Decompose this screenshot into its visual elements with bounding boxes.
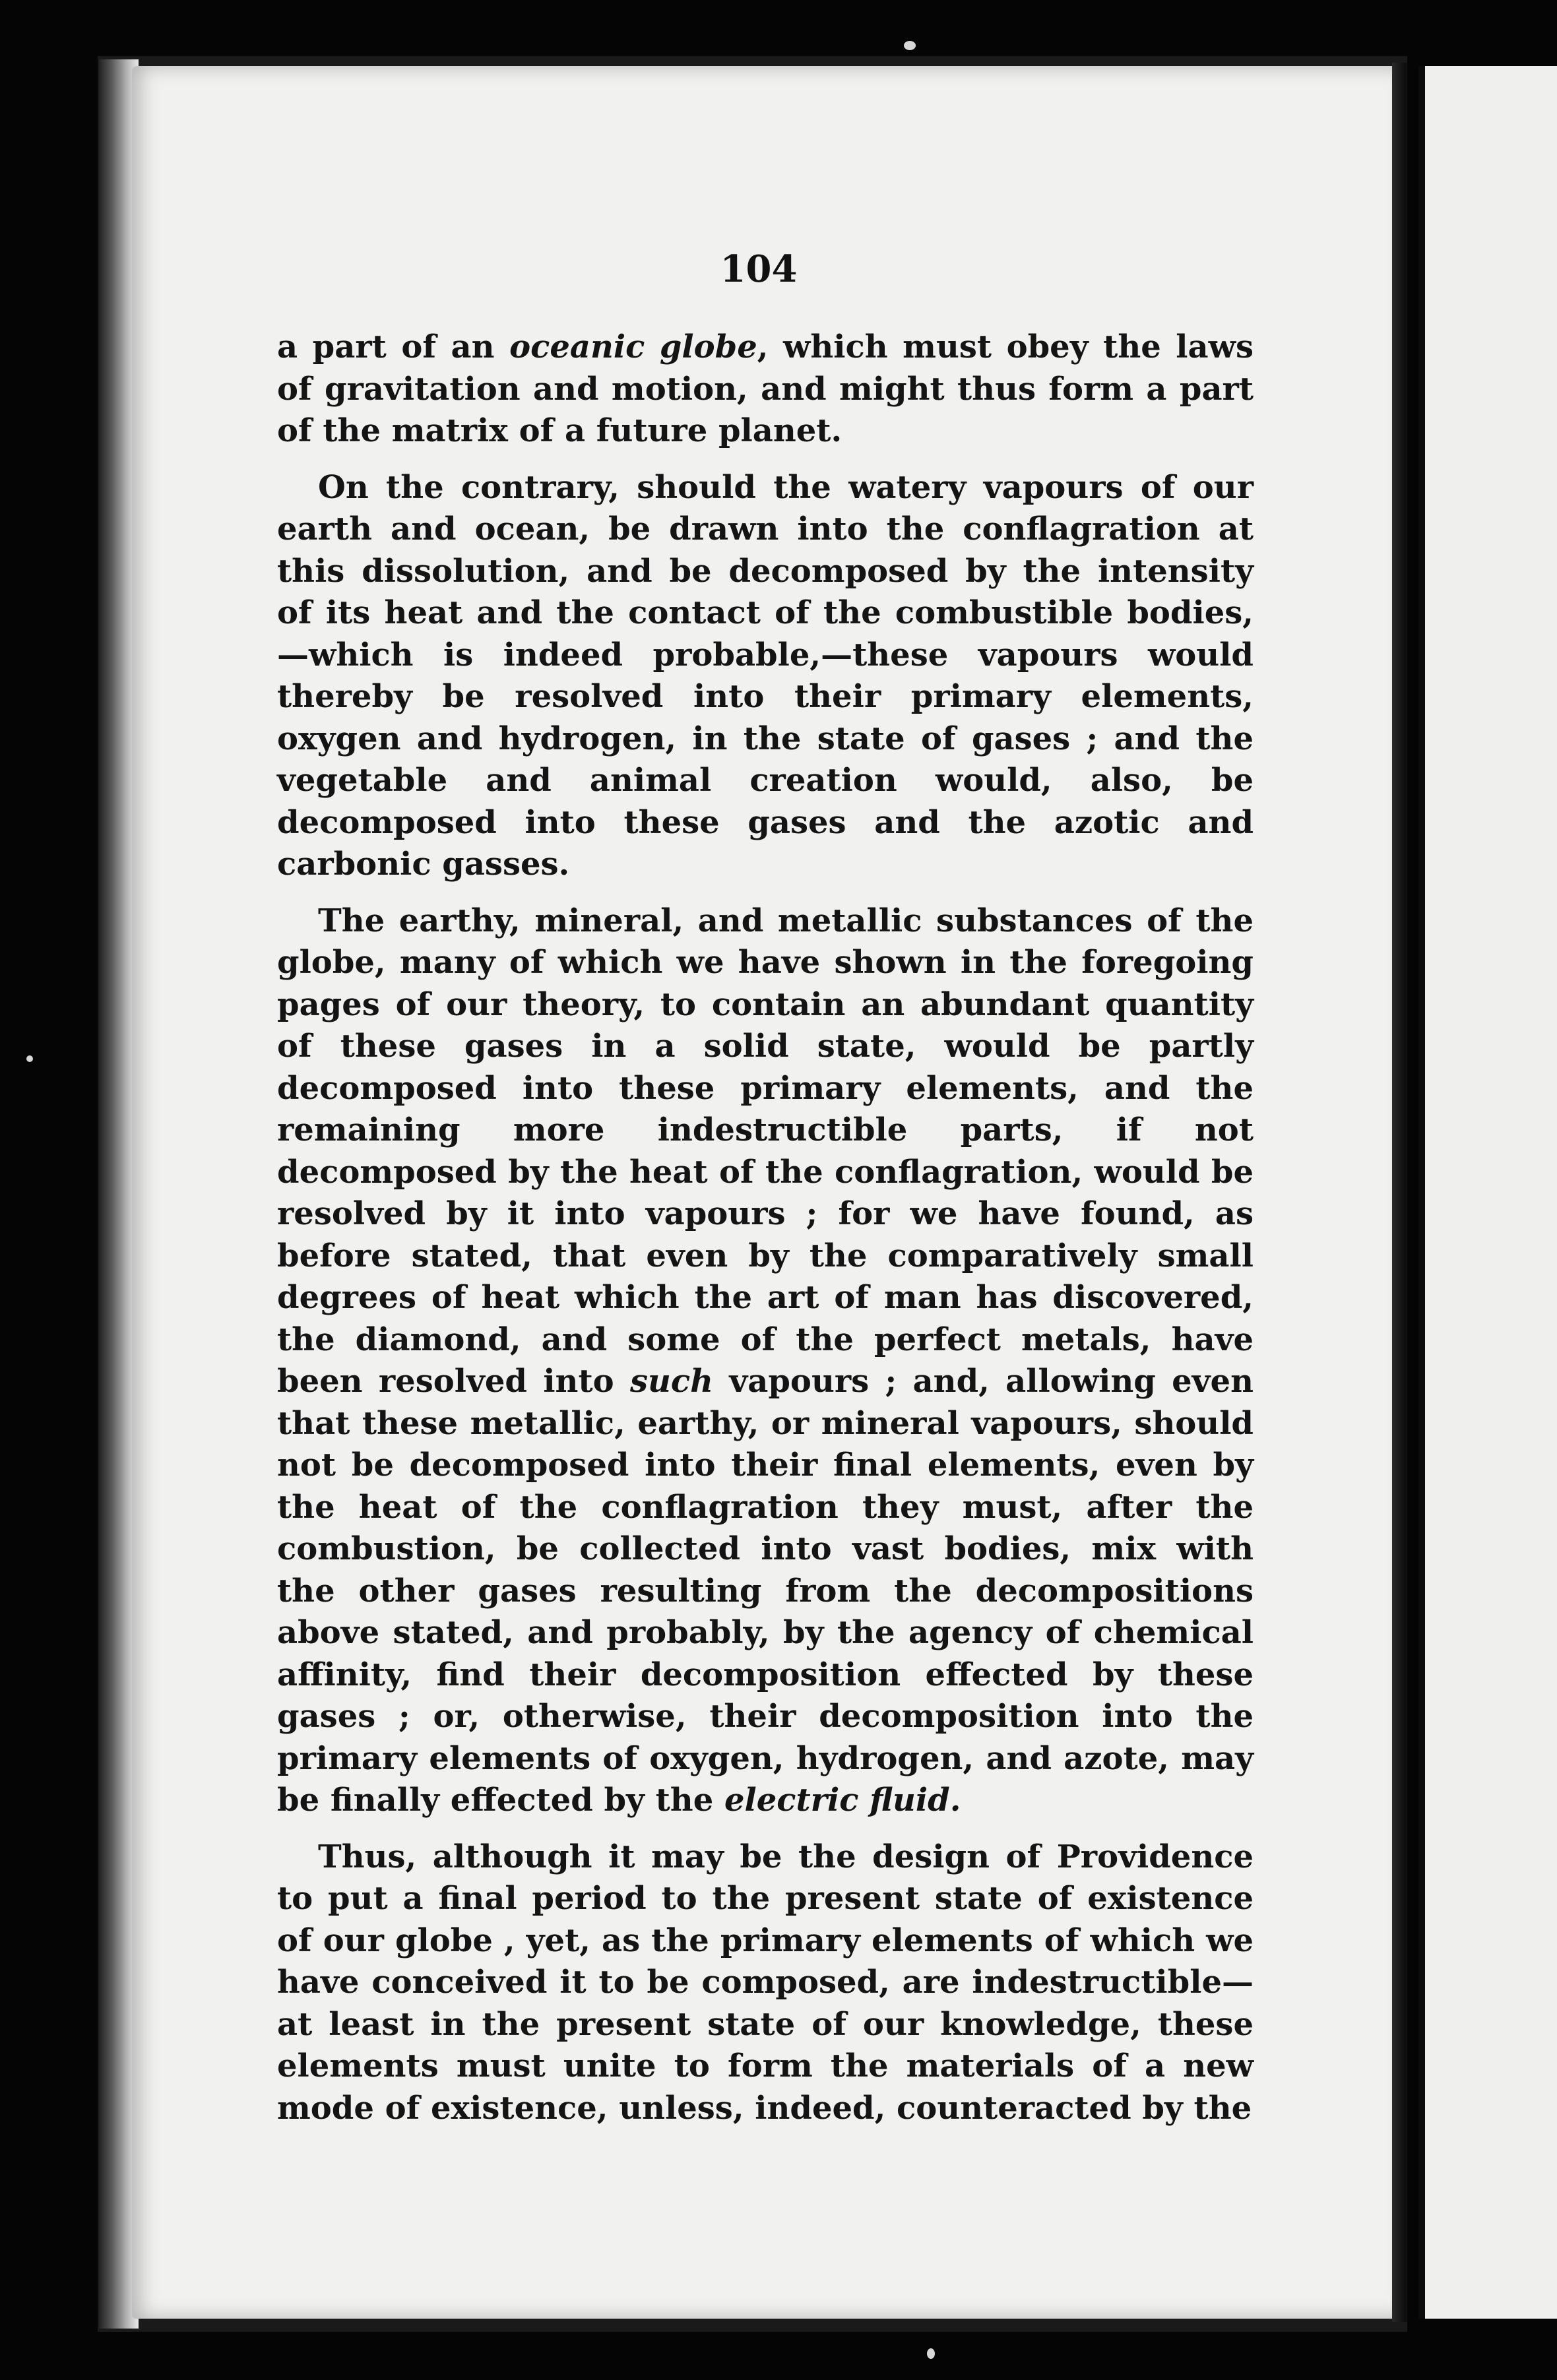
dust-speck (904, 41, 916, 50)
text-run: On the contrary, should the watery vapours of our earth and ocean, be drawn into the conflagration at this dissolution, and be decomposed by the intensity of its heat and the contact of the combustible bodies,—which is indeed probable,—these vapours would thereby be resolved into their primary elements, oxygen and hydrogen, in the state of gases ; and the vegetable and animal creation would, also, be decomposed into these gases and the azotic and carbonic gasses. (277, 468, 1254, 883)
text-run: , which must obey the laws of gravitation and motion, and might thus form a part of the matrix of a future planet. (277, 329, 1254, 449)
page-body-text (277, 327, 1254, 2144)
paragraph-4 (277, 1836, 1254, 2130)
page-number: 104 (720, 247, 798, 291)
page-fold (1392, 63, 1407, 2322)
italic-run: oceanic globe (509, 329, 757, 365)
dust-speck (927, 2348, 935, 2359)
text-run: vapours ; and, allowing even that these metallic, earthy, or mineral vapours, should not be decomposed into their final elements, even by the heat of the conflagration they must, after the combustion, be collected into vast bodies, mix with the other gases resulting from the decompositions above stated, and probably, by the agency of chemical affinity, find their decomposition effected by these gases ; or, otherwise, their decomposition into the primary elements of oxygen, hydrogen, and azote, may be finally effected by the (277, 1363, 1254, 1819)
adjacent-page-edge (1418, 66, 1557, 2319)
italic-run: electric fluid. (724, 1782, 961, 1819)
paragraph-2 (277, 467, 1254, 886)
text-run: a part of an (277, 329, 510, 365)
italic-run: such (629, 1363, 714, 1400)
paragraph-3 (277, 900, 1254, 1822)
text-run: The earthy, mineral, and metallic substances of the globe, many of which we have shown in the foregoing pages of our theory, to contain an abundant quantity of these gases in a solid state, would be partly decomposed into these primary elements, and the remaining more indestructible parts, if not decomposed by the heat of the conflagration, would be resolved by it into vapours ; for we have found, as before stated, that even by the comparatively small degrees of heat which the art of man has discovered, the diamond, and some of the perfect metals, have been resolved into (277, 902, 1254, 1400)
dust-speck (26, 1055, 33, 1062)
text-run: Thus, although it may be the design of Providence to put a final period to the present state of existence of our globe , yet, as the primary elements of which we have conceived it to be composed, are indestructible—at least in the present state of our knowledge, these elements must unite to form the materials of a new mode of existence, unless, indeed, counteracted by the (277, 1838, 1254, 2127)
paragraph-1 (277, 327, 1254, 453)
